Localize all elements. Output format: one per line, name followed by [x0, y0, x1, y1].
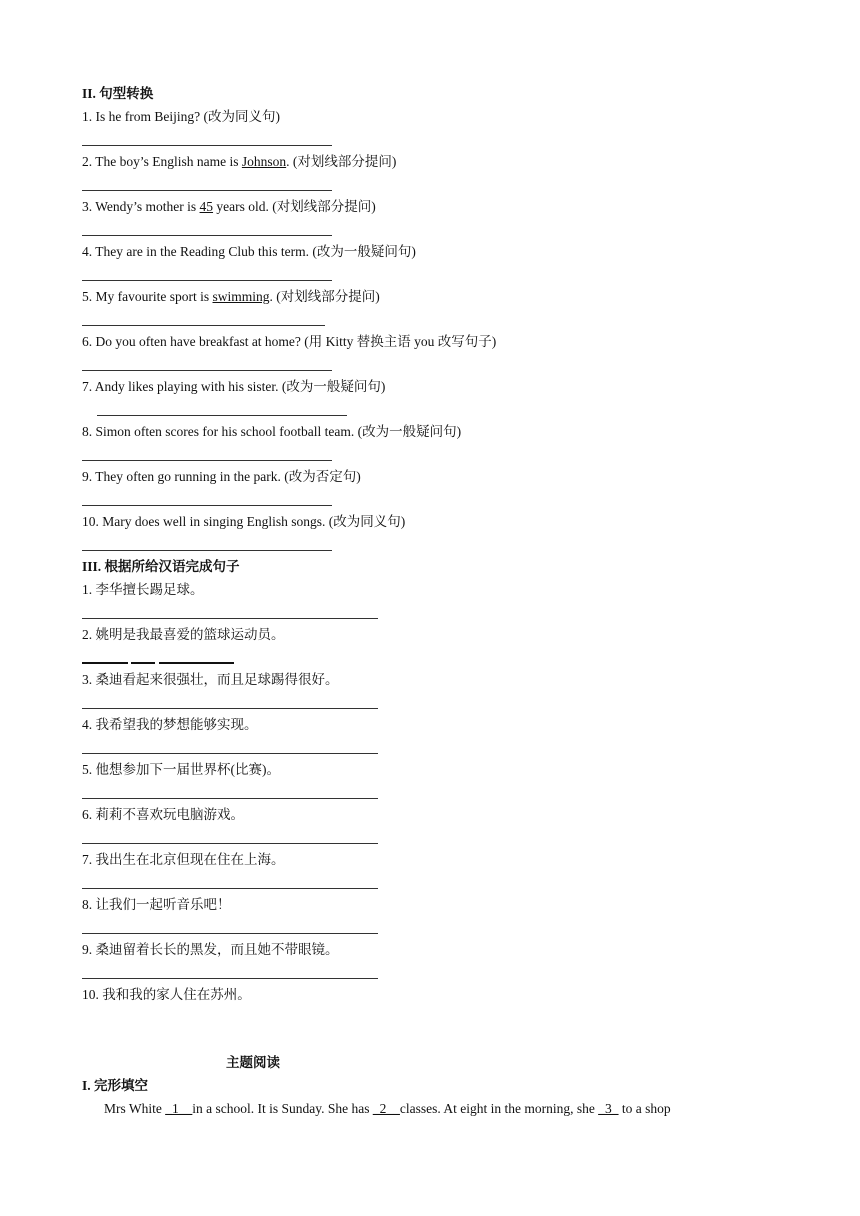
- question-text: 2. The boy’s English name is: [82, 154, 242, 169]
- passage-text: in a school. It is Sunday. She has: [192, 1101, 373, 1116]
- question-item: [82, 198, 376, 216]
- answer-line[interactable]: [82, 370, 332, 371]
- question-item: 8. 让我们一起听音乐吧！: [82, 897, 231, 912]
- question-text: 5. My favourite sport is: [82, 289, 213, 304]
- question-item: 4. 我希望我的梦想能够实现。: [82, 717, 258, 732]
- section-heading-translate: III. 根据所给汉语完成句子: [82, 559, 240, 574]
- answer-blank[interactable]: [159, 662, 234, 664]
- question-text: 10. Mary does well in singing English songs. (改为同义句): [82, 514, 406, 529]
- passage-text: classes. At eight in the morning, she: [399, 1101, 599, 1116]
- answer-line[interactable]: [82, 618, 378, 619]
- question-item: [82, 243, 416, 261]
- answer-line[interactable]: [82, 753, 378, 754]
- answer-line[interactable]: [82, 235, 332, 236]
- underlined-word: 45: [199, 199, 214, 214]
- question-item: [82, 333, 496, 351]
- question-item: 5. 他想参加下一届世界杯(比赛)。: [82, 762, 280, 777]
- answer-line[interactable]: [82, 798, 378, 799]
- question-item: [82, 153, 396, 171]
- answer-blank[interactable]: [82, 662, 128, 664]
- underlined-word: swimming: [212, 289, 270, 304]
- question-item: 7. 我出生在北京但现在住在上海。: [82, 852, 285, 867]
- answer-line[interactable]: [82, 978, 378, 979]
- question-item: 1. 李华擅长踢足球。: [82, 582, 204, 597]
- question-item: 10. 我和我的家人住在苏州。: [82, 987, 251, 1002]
- passage-text: Mrs White: [104, 1101, 166, 1116]
- question-text: 6. Do you often have breakfast at home? (用 Kitty 替换主语 you 改写句子): [82, 334, 497, 349]
- question-item: [82, 513, 405, 531]
- answer-line[interactable]: [82, 708, 378, 709]
- section-heading-rewrite: II. 句型转换: [82, 86, 154, 101]
- question-text: 4. They are in the Reading Club this term. (改为一般疑问句): [82, 244, 416, 259]
- answer-line[interactable]: [82, 190, 332, 191]
- question-item: 9. 桑迪留着长长的黑发，而且她不带眼镜。: [82, 942, 339, 957]
- cloze-blank-1[interactable]: _1__: [165, 1101, 193, 1116]
- question-text: 7. Andy likes playing with his sister. (改为一般疑问句): [82, 379, 386, 394]
- question-text: 9. They often go running in the park. (改为否定句): [82, 469, 361, 484]
- question-item: [82, 468, 361, 486]
- section-heading-cloze: I. 完形填空: [82, 1078, 149, 1093]
- question-item: 3. 桑迪看起来很强壮，而且足球踢得很好。: [82, 672, 339, 687]
- question-instruction: years old. (对划线部分提问): [213, 199, 376, 214]
- cloze-passage: [104, 1100, 671, 1118]
- answer-line[interactable]: [82, 325, 325, 326]
- cloze-blank-2[interactable]: _2__: [372, 1101, 400, 1116]
- question-text: 3. Wendy’s mother is: [82, 199, 200, 214]
- answer-line[interactable]: [82, 280, 332, 281]
- question-item: [82, 288, 380, 306]
- passage-text: to a shop: [618, 1101, 671, 1116]
- question-item: [82, 423, 461, 441]
- question-instruction: . (对划线部分提问): [286, 154, 397, 169]
- answer-line[interactable]: [82, 550, 332, 551]
- question-item: [82, 108, 280, 126]
- answer-blank[interactable]: [131, 662, 155, 664]
- answer-line[interactable]: [82, 145, 332, 146]
- answer-line[interactable]: [82, 843, 378, 844]
- question-item: 6. 莉莉不喜欢玩电脑游戏。: [82, 807, 244, 822]
- answer-line[interactable]: [82, 888, 378, 889]
- question-text: 8. Simon often scores for his school football team. (改为一般疑问句): [82, 424, 462, 439]
- answer-line[interactable]: [97, 415, 347, 416]
- answer-line[interactable]: [82, 460, 332, 461]
- answer-line[interactable]: [82, 505, 332, 506]
- underlined-word: Johnson: [241, 154, 287, 169]
- question-item: [82, 378, 385, 396]
- question-instruction: . (对划线部分提问): [269, 289, 380, 304]
- question-text: 1. Is he from Beijing? (改为同义句): [82, 109, 280, 124]
- question-item: 2. 姚明是我最喜爱的篮球运动员。: [82, 627, 285, 642]
- answer-line[interactable]: [82, 933, 378, 934]
- reading-title: 主题阅读: [226, 1055, 280, 1070]
- cloze-blank-3[interactable]: _3_: [598, 1101, 619, 1116]
